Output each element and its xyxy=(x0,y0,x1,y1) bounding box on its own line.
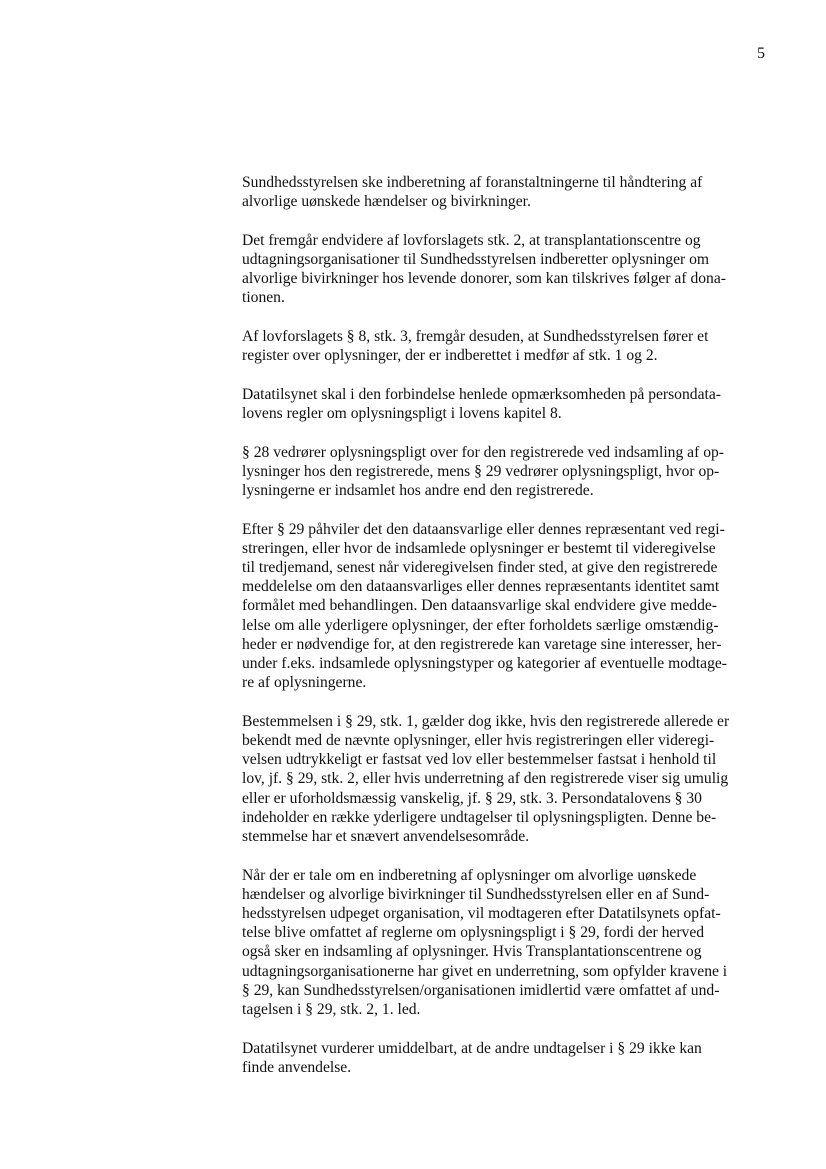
text-line: lysninger hos den registrerede, mens § 29 vedrører oplysningspligt, hvor op- xyxy=(242,462,720,480)
paragraph-4 xyxy=(242,385,772,423)
text-line: formålet med behandlingen. Den dataansvarlige skal endvidere give medde- xyxy=(242,597,717,615)
document-body xyxy=(242,173,772,1077)
page-number: 5 xyxy=(757,45,765,62)
text-line: finde anvendelse. xyxy=(242,1058,352,1076)
text-line: Datatilsynet vurderer umiddelbart, at de andre undtagelser i § 29 ikke kan xyxy=(242,1039,702,1057)
text-line: lelse om alle yderligere oplysninger, der efter forholdets særlige omstændig- xyxy=(242,616,719,634)
paragraph-8 xyxy=(242,866,772,1020)
paragraph-9 xyxy=(242,1039,772,1077)
text-line: eller er uforholdsmæssig vanskelig, jf. § 29, stk. 3. Persondatalovens § 30 xyxy=(242,789,702,807)
text-line: § 28 vedrører oplysningspligt over for den registrerede ved indsamling af op- xyxy=(242,443,724,461)
text-line: Efter § 29 påhviler det den dataansvarlige eller dennes repræsentant ved regi- xyxy=(242,520,725,538)
text-line: meddelelse om den dataansvarliges eller dennes repræsentants identitet samt xyxy=(242,578,720,596)
paragraph-7 xyxy=(242,712,772,846)
paragraph-2 xyxy=(242,231,772,308)
text-line: re af oplysningerne. xyxy=(242,674,367,692)
text-line: bekendt med de nævnte oplysninger, eller hvis registreringen eller videregi- xyxy=(242,732,715,750)
text-line: udtagningsorganisationerne har givet en underretning, som opfylder kravene i xyxy=(242,962,728,980)
text-line: indeholder en række yderligere undtagelser til oplysningspligten. Denne be- xyxy=(242,808,717,826)
text-line: heder er nødvendige for, at den registrerede kan varetage sine interesser, her- xyxy=(242,635,722,653)
text-line: Når der er tale om en indberetning af oplysninger om alvorlige uønskede xyxy=(242,866,697,884)
text-line: alvorlige bivirkninger hos levende donorer, som kan tilskrives følger af dona- xyxy=(242,270,726,288)
text-line: under f.eks. indsamlede oplysningstyper og kategorier af eventuelle modtage- xyxy=(242,655,727,673)
text-line: hedsstyrelsen udpeget organisation, vil modtageren efter Datatilsynets opfat- xyxy=(242,905,721,923)
text-line: tagelsen i § 29, stk. 2, 1. led. xyxy=(242,1001,421,1019)
text-line: Bestemmelsen i § 29, stk. 1, gælder dog ikke, hvis den registrerede allerede er xyxy=(242,712,730,730)
text-line: udtagningsorganisationer til Sundhedsstyrelsen indberetter oplysninger om xyxy=(242,251,710,268)
text-line: stemmelse har et snævert anvendelsesområde. xyxy=(242,828,530,846)
paragraph-3 xyxy=(242,327,772,365)
paragraph-5 xyxy=(242,443,772,501)
text-line: register over oplysninger, der er indberettet i medfør af stk. 1 og 2. xyxy=(242,347,658,365)
text-line: lov, jf. § 29, stk. 2, eller hvis underretning af den registrerede viser sig umulig xyxy=(242,770,729,788)
text-line: alvorlige uønskede hændelser og bivirkninger. xyxy=(242,193,531,211)
text-line: velsen udtrykkeligt er fastsat ved lov eller bestemmelser fastsat i henhold til xyxy=(242,751,717,769)
text-line: streringen, eller hvor de indsamlede oplysninger er bestemt til videregivelse xyxy=(242,539,716,557)
paragraph-6 xyxy=(242,520,772,693)
text-line: hændelser og alvorlige bivirkninger til Sundhedsstyrelsen eller en af Sund- xyxy=(242,885,710,903)
text-line: Det fremgår endvidere af lovforslagets stk. 2, at transplantationscentre og xyxy=(242,231,701,249)
text-line: Af lovforslagets § 8, stk. 3, fremgår desuden, at Sundhedsstyrelsen fører et xyxy=(242,328,709,345)
paragraph-1 xyxy=(242,173,772,211)
text-line: tionen. xyxy=(242,289,285,307)
text-line: Sundhedsstyrelsen ske indberetning af foranstaltningerne til håndtering af xyxy=(242,174,703,191)
text-line: Datatilsynet skal i den forbindelse henlede opmærksomheden på persondata- xyxy=(242,385,721,403)
text-line: telse blive omfattet af reglerne om oplysningspligt i § 29, fordi der herved xyxy=(242,924,705,942)
text-line: også sker en indsamling af oplysninger. Hvis Transplantationscentrene og xyxy=(242,943,702,961)
text-line: til tredjemand, senest når videregivelsen finder sted, at give den registrerede xyxy=(242,559,718,576)
text-line: § 29, kan Sundhedsstyrelsen/organisationen imidlertid være omfattet af und- xyxy=(242,981,720,999)
text-line: lysningerne er indsamlet hos andre end den registrerede. xyxy=(242,482,594,499)
text-line: lovens regler om oplysningspligt i lovens kapitel 8. xyxy=(242,405,562,422)
